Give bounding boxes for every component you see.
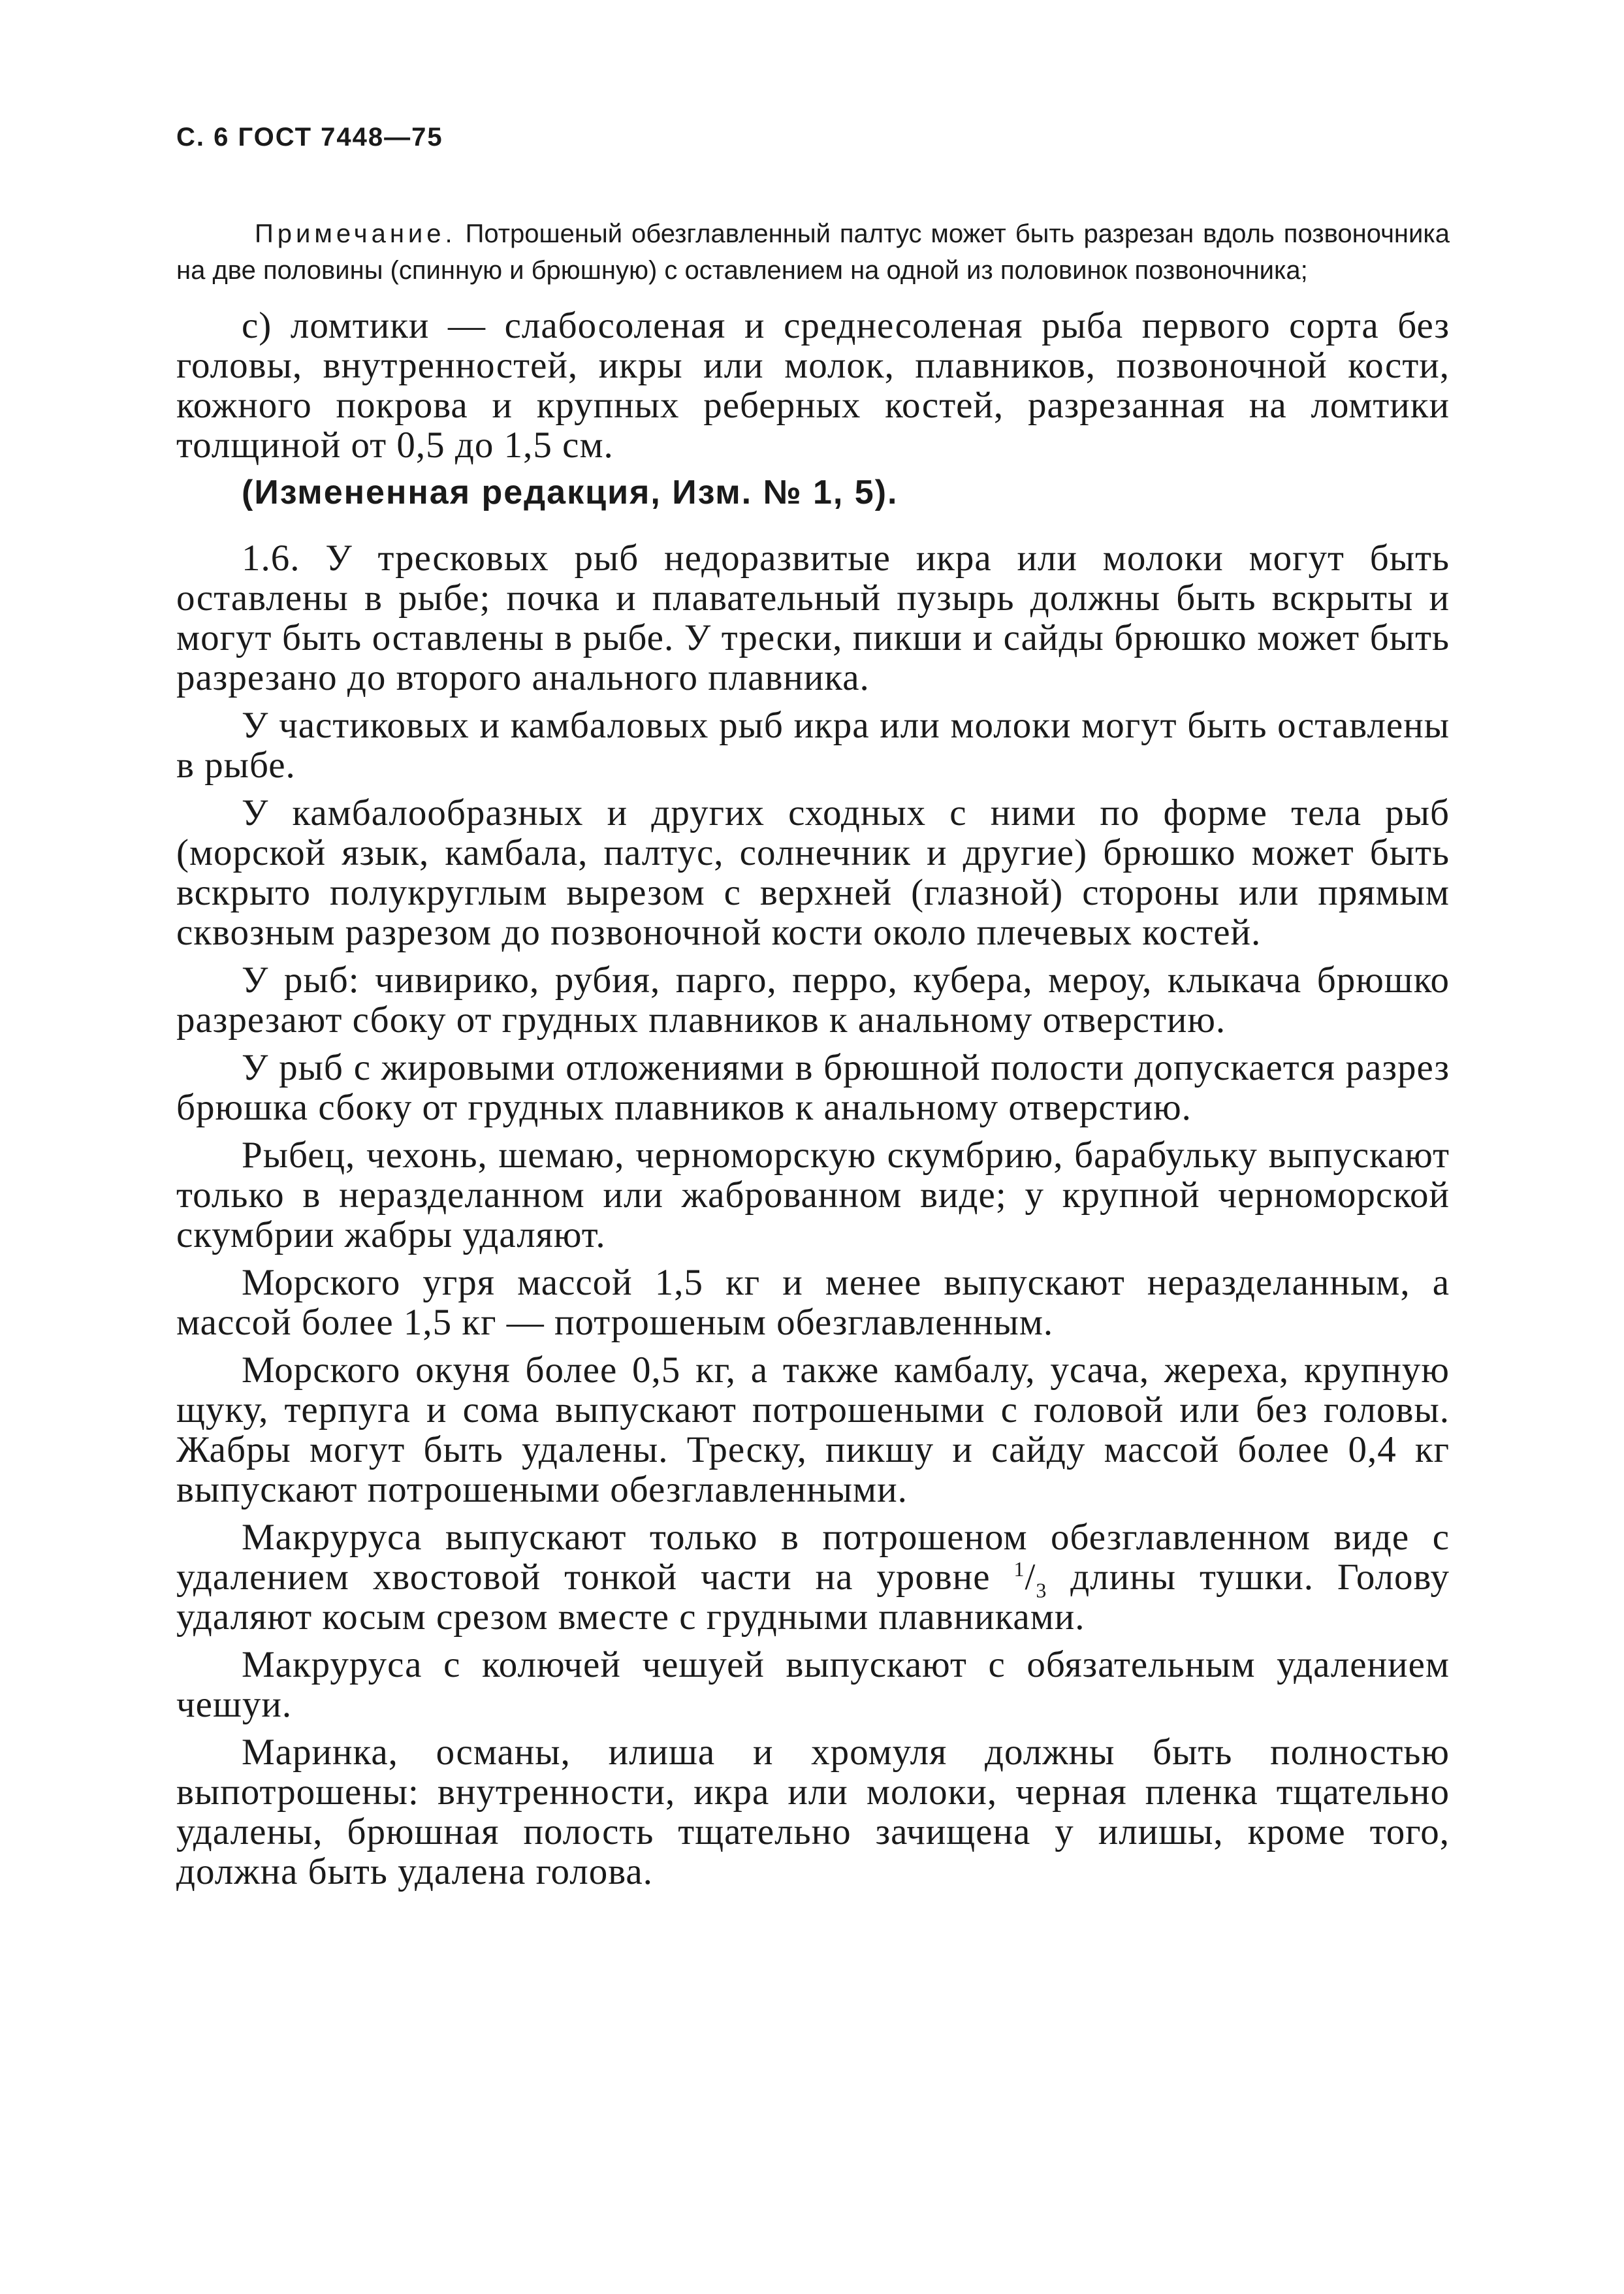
paragraph-marinka: Маринка, османы, илиша и хромуля должны быть полностью выпотрошены: внутренности, икра или молоки, черная пленка тщательно удалены, брюшная полость тщательно зачищена у илишы, кроме того, должна быть удалена голова. xyxy=(176,1732,1450,1892)
note-paragraph xyxy=(176,216,1450,289)
fraction-denominator: 3 xyxy=(1036,1578,1047,1602)
macrurus-before: Макруруса выпускают только в потрошеном обезглавленном виде с удалением хвостовой тонкой части на уровне xyxy=(176,1517,1450,1598)
note-label: Примечание. xyxy=(255,219,456,248)
paragraph-okun: Морского окуня более 0,5 кг, а также камбалу, усача, жереха, крупную щуку, терпуга и сома выпускают потрошеными с головой или без головы. Жабры могут быть удалены. Треску, пикшу и сайду массой более 0,4 кг выпускают потрошеными обезглавленными. xyxy=(176,1349,1450,1510)
page-header: С. 6 ГОСТ 7448—75 xyxy=(176,123,443,152)
paragraph-rybets: Рыбец, чехонь, шемаю, черноморскую скумбрию, барабульку выпускают только в неразделанном или жаброванном виде; у крупной черноморской скумбрии жабры удаляют. xyxy=(176,1135,1450,1255)
paragraph-fat: У рыб с жировыми отложениями в брюшной полости допускается разрез брюшка сбоку от грудных плавников к анальному отверстию. xyxy=(176,1047,1450,1128)
paragraph-ugor: Морского угря массой 1,5 кг и менее выпускают неразделанным, а массой более 1,5 кг — потрошеным обезглавленным. xyxy=(176,1262,1450,1343)
paragraph-1-6: 1.6. У тресковых рыб недоразвитые икра или молоки могут быть оставлены в рыбе; почка и плавательный пузырь должны быть вскрыты и могут быть оставлены в рыбе. У трески, пикши и сайды брюшко может быть разрезано до второго анального плавника. xyxy=(176,538,1450,698)
paragraph-kambala: У камбалообразных и других сходных с ними по форме тела рыб (морской язык, камбала, палтус, солнечник и другие) брюшко может быть вскрыто полукруглым вырезом с верхней (глазной) стороны или прямым сквозным разрезом до позвоночной кости около плечевых костей. xyxy=(176,792,1450,953)
fraction-numerator: 1 xyxy=(1013,1557,1025,1581)
macrurus-after: длины тушки. Голову удаляют косым срезом вместе с грудными плавниками. xyxy=(176,1557,1450,1638)
document-page xyxy=(176,124,1450,1899)
edition-note: (Измененная редакция, Изм. № 1, 5). xyxy=(242,474,899,511)
paragraph-macrurus-scales: Макруруса с колючей чешуей выпускают с обязательным удалением чешуи. xyxy=(176,1644,1450,1725)
paragraph-macrurus xyxy=(176,1517,1450,1637)
paragraph-chivirico: У рыб: чивирико, рубия, парго, перро, кубера, мероу, клыкача брюшко разрезают сбоку от грудных плавников к анальному отверстию. xyxy=(176,960,1450,1041)
fraction-one-third: $^1/_3$ xyxy=(1013,1557,1047,1602)
note-text: Потрошеный обезглавленный палтус может быть разрезан вдоль позвоночника на две половины (спинную и брюшную) с оставлением на одной из половинок позвоночника; xyxy=(176,219,1450,285)
paragraph-chastik: У частиковых и камбаловых рыб икра или молоки могут быть оставлены в рыбе. xyxy=(176,705,1450,786)
item-c-paragraph: с) ломтики — слабосоленая и среднесоленая рыба первого сорта без головы, внутренностей, икры или молок, плавников, позвоночной кости, кожного покрова и крупных реберных костей, разрезанная на ломтики толщиной от 0,5 до 1,5 см. xyxy=(176,305,1450,466)
